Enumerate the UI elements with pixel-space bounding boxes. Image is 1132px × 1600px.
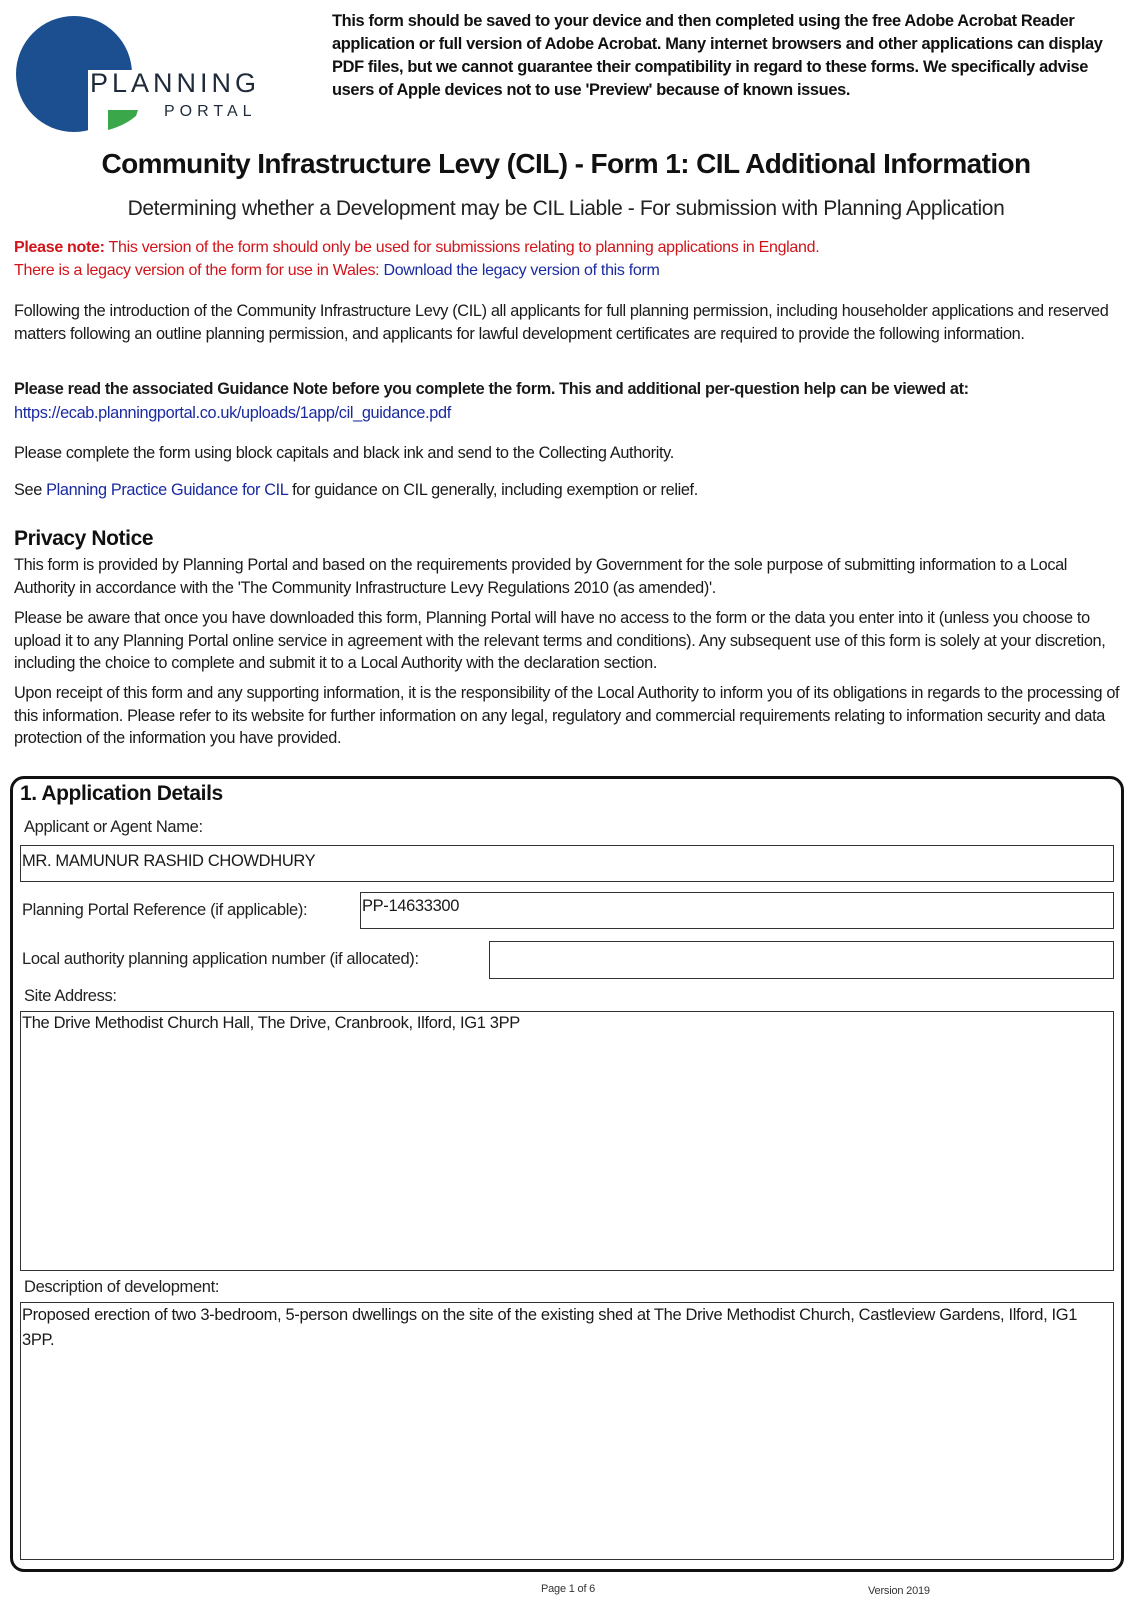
legacy-version-link[interactable]: Download the legacy version of this form [383, 262, 660, 279]
see-prefix: See [14, 481, 47, 499]
england-only-note [14, 236, 1124, 282]
site-address-label: Site Address: [24, 987, 117, 1005]
privacy-paragraph-2: Please be aware that once you have downloaded this form, Planning Portal will have no access to the form or the data you enter into it (unless you choose to upload it to any Planning Portal online service in agreement with the relevant terms and conditions). Any subsequent use of this form is solely at your discretion, including the choice to complete and submit it to a Local Authority with the declaration section. [14, 609, 1106, 672]
pp-reference-label: Planning Portal Reference (if applicable): [22, 901, 308, 919]
guidance-instruction: Please read the associated Guidance Note before you complete the form. This and additional per-question help can be viewed at: [14, 380, 969, 398]
planning-portal-logo [14, 14, 274, 134]
logo-text-planning: PLANNING [90, 68, 261, 98]
applicant-name-label: Applicant or Agent Name: [24, 818, 203, 836]
form-version: Version 2019 [868, 1585, 930, 1597]
intro-paragraph: Following the introduction of the Community Infrastructure Levy (CIL) all applicants for full planning permission, including householder applications and reserved matters following an outline planning permission, and applicants for lawful development certificates are required to provide the following information. [14, 302, 1109, 343]
privacy-paragraph-1: This form is provided by Planning Portal and based on the requirements provided by Government for the sole purpose of submitting information to a Local Authority in accordance with the 'The Community Infrastructure Levy Regulations 2010 (as amended)'. [14, 556, 1068, 597]
privacy-paragraph-3: Upon receipt of this form and any supporting information, it is the responsibility of the Local Authority to inform you of its obligations in regards to the processing of this information. Please refer to its website for further information on any legal, regulatory and commercial requirements relating to information security and data protection of the information you have provided. [14, 684, 1120, 747]
adobe-reader-notice: This form should be saved to your device and then completed using the free Adobe Acrobat Reader application or full version of Adobe Acrobat. Many internet browsers and other applications can display PDF files, but we cannot guarantee their compatibility in regard to these forms. We specifically advise users of Apple devices not to use 'Preview' because of known issues. [332, 12, 1103, 99]
page-title: Community Infrastructure Levy (CIL) - Form 1: CIL Additional Information [101, 148, 1031, 179]
page-subtitle: Determining whether a Development may be CIL Liable - For submission with Planning Application [127, 197, 1005, 220]
note-label: Please note: [14, 239, 105, 256]
description-label: Description of development: [24, 1278, 220, 1296]
page-number: Page 1 of 6 [541, 1583, 596, 1595]
block-capitals-instruction: Please complete the form using block capitals and black ink and send to the Collecting Authority. [14, 444, 674, 462]
privacy-notice-heading: Privacy Notice [14, 527, 154, 550]
guidance-pdf-link[interactable]: https://ecab.planningportal.co.uk/uploads/1app/cil_guidance.pdf [14, 404, 451, 422]
applicant-name-field[interactable]: MR. MAMUNUR RASHID CHOWDHURY [20, 845, 1114, 882]
section-title-application-details: 1. Application Details [20, 782, 223, 805]
la-application-number-label: Local authority planning application number (if allocated): [22, 950, 419, 968]
pp-reference-field[interactable]: PP-14633300 [360, 892, 1114, 929]
logo-text-portal: PORTAL [164, 103, 257, 120]
description-field[interactable]: Proposed erection of two 3-bedroom, 5-person dwellings on the site of the existing shed at The Drive Methodist Church, Castleview Gardens, Ilford, IG1 3PP. [20, 1302, 1114, 1560]
la-application-number-field[interactable] [489, 941, 1114, 979]
see-guidance-line [14, 479, 1122, 502]
note-line1: This version of the form should only be used for submissions relating to planning applications in England. [104, 239, 820, 256]
site-address-field[interactable]: The Drive Methodist Church Hall, The Drive, Cranbrook, Ilford, IG1 3PP [20, 1011, 1114, 1271]
planning-practice-guidance-link[interactable]: Planning Practice Guidance for CIL [46, 481, 288, 499]
see-suffix: for guidance on CIL generally, including exemption or relief. [287, 481, 698, 499]
note-line2: There is a legacy version of the form for use in Wales: [14, 262, 384, 279]
